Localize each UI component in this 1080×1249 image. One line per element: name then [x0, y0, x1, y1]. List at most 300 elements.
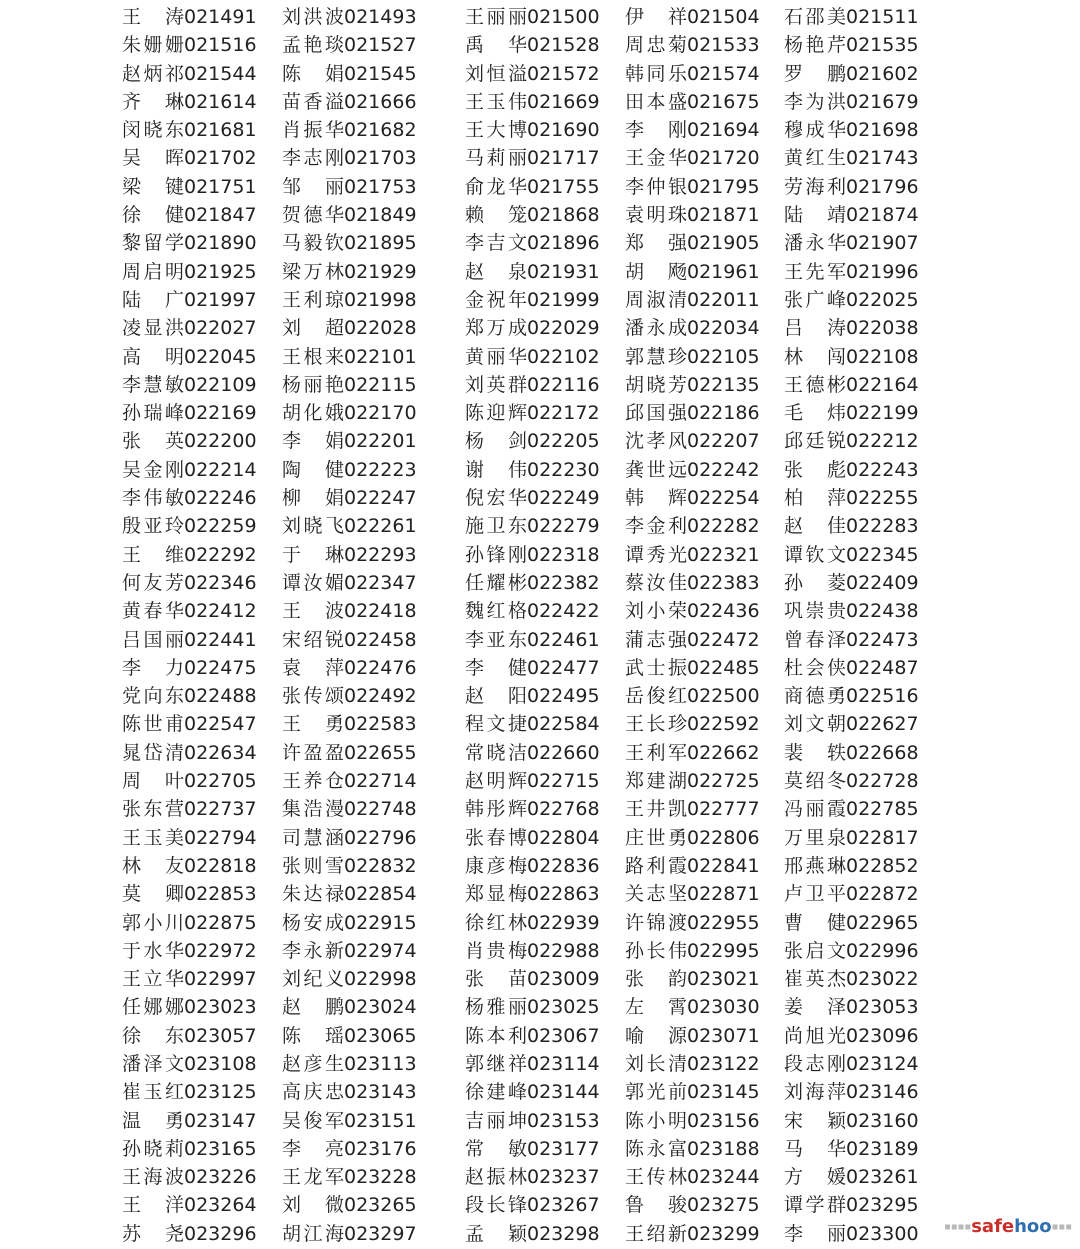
person-name: 劳海利: [784, 175, 846, 198]
person-name: 王利军: [625, 741, 687, 764]
roster-entry: [784, 1220, 919, 1248]
person-name: 商德勇: [784, 685, 846, 708]
roster-entry: [784, 1163, 919, 1191]
person-id: 022038: [846, 317, 919, 340]
roster-entry: [122, 739, 257, 767]
person-id: 021961: [687, 260, 760, 283]
person-id: 021929: [344, 260, 417, 283]
roster-entry: [282, 201, 417, 229]
person-id: 022169: [184, 402, 257, 425]
person-id: 023226: [184, 1166, 257, 1189]
roster-row: [0, 739, 1080, 767]
person-name: 武士振: [625, 656, 687, 679]
person-id: 022282: [687, 515, 760, 538]
roster-entry: [282, 144, 417, 172]
person-name: 王井凯: [625, 798, 687, 821]
person-name: 肖振华: [282, 119, 344, 142]
roster-entry: [625, 1220, 760, 1248]
person-name: 许盈盈: [282, 741, 344, 764]
person-name: 张传颂: [282, 685, 344, 708]
person-name: 李亚东: [465, 628, 527, 651]
person-id: 022996: [846, 939, 919, 962]
person-name: 林 友: [122, 854, 184, 877]
roster-entry: [122, 965, 257, 993]
person-name: 马莉丽: [465, 147, 527, 170]
roster-row: [0, 682, 1080, 710]
person-id: 021602: [846, 62, 919, 85]
person-name: 郭小川: [122, 911, 184, 934]
roster-entry: [282, 1163, 417, 1191]
person-id: 021905: [687, 232, 760, 255]
roster-entry: [282, 1107, 417, 1135]
person-id: 022345: [846, 543, 919, 566]
person-name: 贺德华: [282, 204, 344, 227]
person-name: 穆成华: [784, 119, 846, 142]
roster-entry: [625, 880, 760, 908]
roster-entry: [784, 229, 919, 257]
person-name: 晁岱清: [122, 741, 184, 764]
roster-entry: [282, 1135, 417, 1163]
person-name: 左 霄: [625, 996, 687, 1019]
person-id: 021545: [344, 62, 417, 85]
roster-row: [0, 1135, 1080, 1163]
person-name: 李 健: [465, 656, 527, 679]
roster-entry: [282, 229, 417, 257]
roster-entry: [625, 1163, 760, 1191]
roster-entry: [465, 824, 600, 852]
person-id: 022102: [527, 345, 600, 368]
person-name: 蔡汝佳: [625, 571, 687, 594]
person-name: 刘洪波: [282, 6, 344, 28]
roster-entry: [465, 965, 600, 993]
person-id: 022806: [687, 826, 760, 849]
person-name: 韩彤辉: [465, 798, 527, 821]
roster-entry: [625, 710, 760, 738]
roster-entry: [282, 258, 417, 286]
person-name: 孟艳琰: [282, 34, 344, 57]
person-name: 潘泽文: [122, 1052, 184, 1075]
person-name: 何友芳: [122, 571, 184, 594]
person-id: 022347: [344, 571, 417, 594]
roster-row: [0, 31, 1080, 59]
person-name: 龚世远: [625, 458, 687, 481]
person-id: 021795: [687, 175, 760, 198]
person-id: 022293: [344, 543, 417, 566]
person-name: 王长珍: [625, 713, 687, 736]
roster-entry: [282, 1191, 417, 1219]
person-name: 吕国丽: [122, 628, 184, 651]
roster-entry: [465, 427, 600, 455]
roster-entry: [465, 371, 600, 399]
person-id: 022485: [687, 656, 760, 679]
person-id: 023261: [846, 1166, 919, 1189]
person-name: 田本盛: [625, 90, 687, 113]
person-name: 郭光前: [625, 1081, 687, 1104]
person-name: 周启明: [122, 260, 184, 283]
person-name: 杜会侠: [784, 656, 846, 679]
roster-entry: [122, 314, 257, 342]
person-name: 潘永华: [784, 232, 846, 255]
person-id: 023244: [687, 1166, 760, 1189]
roster-row: [0, 484, 1080, 512]
person-name: 党向东: [122, 685, 184, 708]
person-id: 023298: [527, 1222, 600, 1245]
person-name: 陈世甫: [122, 713, 184, 736]
person-id: 022488: [184, 685, 257, 708]
person-id: 023023: [184, 996, 257, 1019]
person-id: 021491: [184, 6, 257, 28]
roster-entry: [625, 3, 760, 31]
person-id: 022164: [846, 373, 919, 396]
person-name: 殷亚玲: [122, 515, 184, 538]
person-id: 022965: [846, 911, 919, 934]
person-id: 021751: [184, 175, 257, 198]
roster-entry: [465, 1135, 600, 1163]
person-id: 023030: [687, 996, 760, 1019]
person-id: 022109: [184, 373, 257, 396]
person-id: 023188: [687, 1137, 760, 1160]
roster-entry: [465, 852, 600, 880]
person-name: 刘长清: [625, 1052, 687, 1075]
person-id: 023176: [344, 1137, 417, 1160]
person-name: 程文捷: [465, 713, 527, 736]
person-name: 司慧涵: [282, 826, 344, 849]
person-id: 023144: [527, 1081, 600, 1104]
person-name: 李金利: [625, 515, 687, 538]
person-id: 023022: [846, 968, 919, 991]
roster-entry: [784, 371, 919, 399]
person-id: 023071: [687, 1024, 760, 1047]
roster-row: [0, 60, 1080, 88]
person-name: 赵彦生: [282, 1052, 344, 1075]
roster-entry: [465, 258, 600, 286]
roster-entry: [282, 512, 417, 540]
person-id: 021535: [846, 34, 919, 57]
person-name: 朱达禄: [282, 883, 344, 906]
roster-entry: [465, 1107, 600, 1135]
roster-entry: [625, 965, 760, 993]
roster-entry: [465, 909, 600, 937]
person-name: 段志刚: [784, 1052, 846, 1075]
person-id: 021999: [527, 288, 600, 311]
person-id: 021895: [344, 232, 417, 255]
person-name: 杨雅丽: [465, 996, 527, 1019]
roster-entry: [625, 1078, 760, 1106]
person-id: 021572: [527, 62, 600, 85]
person-name: 赵 鹏: [282, 996, 344, 1019]
person-name: 集浩漫: [282, 798, 344, 821]
roster-entry: [465, 739, 600, 767]
person-name: 陈小明: [625, 1109, 687, 1132]
roster-entry: [625, 1050, 760, 1078]
roster-row: [0, 597, 1080, 625]
roster-entry: [625, 116, 760, 144]
person-id: 021874: [846, 204, 919, 227]
roster-entry: [122, 1107, 257, 1135]
roster-entry: [282, 371, 417, 399]
person-id: 022255: [846, 487, 919, 510]
roster-entry: [122, 343, 257, 371]
person-id: 023264: [184, 1194, 257, 1217]
person-name: 韩 辉: [625, 487, 687, 510]
roster-row: [0, 654, 1080, 682]
person-id: 023067: [527, 1024, 600, 1047]
roster-entry: [122, 597, 257, 625]
roster-entry: [122, 909, 257, 937]
person-name: 冯丽霞: [784, 798, 846, 821]
person-name: 倪宏华: [465, 487, 527, 510]
roster-entry: [282, 682, 417, 710]
person-id: 022292: [184, 543, 257, 566]
roster-entry: [282, 597, 417, 625]
person-name: 胡江海: [282, 1222, 344, 1245]
person-id: 023299: [687, 1222, 760, 1245]
roster-entry: [625, 937, 760, 965]
roster-entry: [784, 484, 919, 512]
person-id: 023125: [184, 1081, 257, 1104]
person-id: 022115: [344, 373, 417, 396]
person-name: 王海波: [122, 1166, 184, 1189]
roster-entry: [122, 654, 257, 682]
roster-row: [0, 201, 1080, 229]
person-id: 022025: [846, 288, 919, 311]
roster-row: [0, 3, 1080, 31]
person-id: 022259: [184, 515, 257, 538]
roster-entry: [784, 937, 919, 965]
person-id: 022988: [527, 939, 600, 962]
roster-entry: [784, 1135, 919, 1163]
person-name: 许锦渡: [625, 911, 687, 934]
roster-entry: [282, 1220, 417, 1248]
person-id: 023156: [687, 1109, 760, 1132]
person-name: 罗 鹏: [784, 62, 846, 85]
roster-entry: [122, 88, 257, 116]
roster-entry: [625, 541, 760, 569]
roster-entry: [465, 682, 600, 710]
roster-row: [0, 965, 1080, 993]
person-name: 徐红林: [465, 911, 527, 934]
person-id: 022346: [184, 571, 257, 594]
person-name: 周淑清: [625, 288, 687, 311]
person-id: 022476: [344, 656, 417, 679]
person-id: 022458: [344, 628, 417, 651]
roster-row: [0, 824, 1080, 852]
person-name: 陈本利: [465, 1024, 527, 1047]
person-id: 023114: [527, 1052, 600, 1075]
person-name: 温 勇: [122, 1109, 184, 1132]
roster-entry: [784, 173, 919, 201]
person-id: 021849: [344, 204, 417, 227]
person-name: 沈孝风: [625, 430, 687, 453]
person-id: 022863: [527, 883, 600, 906]
person-name: 赵 阳: [465, 685, 527, 708]
person-id: 023177: [527, 1137, 600, 1160]
person-id: 022662: [687, 741, 760, 764]
person-id: 021998: [344, 288, 417, 311]
person-name: 高 明: [122, 345, 184, 368]
person-id: 022660: [527, 741, 600, 764]
person-name: 裴 轶: [784, 741, 846, 764]
person-id: 022242: [687, 458, 760, 481]
person-id: 023025: [527, 996, 600, 1019]
person-name: 赵 泉: [465, 260, 527, 283]
person-id: 022279: [527, 515, 600, 538]
roster-entry: [465, 456, 600, 484]
person-name: 王大博: [465, 119, 527, 142]
roster-row: [0, 626, 1080, 654]
roster-entry: [122, 1220, 257, 1248]
person-name: 方 媛: [784, 1166, 846, 1189]
roster-entry: [784, 993, 919, 1021]
roster-row: [0, 1107, 1080, 1135]
person-name: 陆 广: [122, 288, 184, 311]
person-id: 022477: [527, 656, 600, 679]
person-name: 孟 颖: [465, 1222, 527, 1245]
roster-entry: [784, 597, 919, 625]
person-name: 刘海萍: [784, 1081, 846, 1104]
roster-entry: [625, 343, 760, 371]
roster-entry: [122, 795, 257, 823]
person-id: 021717: [527, 147, 600, 170]
roster-entry: [282, 541, 417, 569]
person-name: 陈迎辉: [465, 402, 527, 425]
person-name: 刘英群: [465, 373, 527, 396]
person-id: 022321: [687, 543, 760, 566]
person-name: 郑建湖: [625, 770, 687, 793]
person-name: 张 苗: [465, 968, 527, 991]
roster-entry: [282, 484, 417, 512]
roster-entry: [282, 31, 417, 59]
roster-entry: [465, 626, 600, 654]
person-id: 021500: [527, 6, 600, 28]
person-id: 022715: [527, 770, 600, 793]
person-id: 021703: [344, 147, 417, 170]
person-name: 张广峰: [784, 288, 846, 311]
person-id: 022974: [344, 939, 417, 962]
person-name: 崔英杰: [784, 968, 846, 991]
person-name: 王玉美: [122, 826, 184, 849]
person-name: 王德彬: [784, 373, 846, 396]
person-name: 赵振林: [465, 1166, 527, 1189]
roster-row: [0, 427, 1080, 455]
person-name: 康彦梅: [465, 854, 527, 877]
person-name: 王利琼: [282, 288, 344, 311]
person-name: 王玉伟: [465, 90, 527, 113]
person-id: 022955: [687, 911, 760, 934]
person-name: 邢燕琳: [784, 854, 846, 877]
roster-entry: [784, 824, 919, 852]
person-name: 曾春泽: [784, 628, 846, 651]
roster-entry: [784, 512, 919, 540]
person-id: 023124: [846, 1052, 919, 1075]
roster-entry: [625, 767, 760, 795]
roster-entry: [625, 258, 760, 286]
roster-entry: [465, 1163, 600, 1191]
roster-row: [0, 852, 1080, 880]
roster-entry: [122, 937, 257, 965]
person-id: 022422: [527, 600, 600, 623]
roster-entry: [122, 993, 257, 1021]
person-name: 李仲银: [625, 175, 687, 198]
person-id: 022246: [184, 487, 257, 510]
roster-entry: [122, 144, 257, 172]
roster-entry: [465, 993, 600, 1021]
person-id: 023057: [184, 1024, 257, 1047]
roster-entry: [784, 710, 919, 738]
person-name: 刘恒溢: [465, 62, 527, 85]
person-id: 021544: [184, 62, 257, 85]
roster-entry: [282, 965, 417, 993]
roster-entry: [625, 597, 760, 625]
roster-entry: [784, 1191, 919, 1219]
person-id: 022796: [344, 826, 417, 849]
person-name: 郭继祥: [465, 1052, 527, 1075]
person-name: 刘纪义: [282, 968, 344, 991]
person-name: 刘晓飞: [282, 515, 344, 538]
roster-entry: [282, 710, 417, 738]
roster-row: [0, 1078, 1080, 1106]
roster-entry: [625, 795, 760, 823]
person-id: 022438: [846, 600, 919, 623]
person-name: 谭秀光: [625, 543, 687, 566]
person-name: 庄世勇: [625, 826, 687, 849]
person-id: 022804: [527, 826, 600, 849]
person-id: 022461: [527, 628, 600, 651]
person-name: 孙瑞峰: [122, 402, 184, 425]
roster-entry: [625, 144, 760, 172]
person-name: 王先军: [784, 260, 846, 283]
person-name: 陈 娟: [282, 62, 344, 85]
roster-entry: [625, 1191, 760, 1219]
person-name: 李 力: [122, 656, 184, 679]
person-id: 023151: [344, 1109, 417, 1132]
person-id: 022492: [344, 685, 417, 708]
person-id: 022441: [184, 628, 257, 651]
person-name: 魏红格: [465, 600, 527, 623]
person-name: 张东营: [122, 798, 184, 821]
roster-row: [0, 1050, 1080, 1078]
roster-row: [0, 371, 1080, 399]
roster-entry: [784, 739, 919, 767]
person-name: 李 娟: [282, 430, 344, 453]
person-name: 李为洪: [784, 90, 846, 113]
person-name: 施卫东: [465, 515, 527, 538]
person-id: 021896: [527, 232, 600, 255]
roster-entry: [625, 1107, 760, 1135]
person-name: 孙长伟: [625, 939, 687, 962]
person-id: 022547: [184, 713, 257, 736]
person-name: 王 维: [122, 543, 184, 566]
roster-entry: [625, 31, 760, 59]
person-id: 022214: [184, 458, 257, 481]
person-id: 021753: [344, 175, 417, 198]
person-name: 谭学群: [784, 1194, 846, 1217]
person-id: 021574: [687, 62, 760, 85]
person-id: 021925: [184, 260, 257, 283]
person-name: 王丽丽: [465, 6, 527, 28]
person-id: 023297: [344, 1222, 417, 1245]
roster-entry: [282, 1022, 417, 1050]
roster-entry: [122, 710, 257, 738]
roster-entry: [282, 654, 417, 682]
person-name: 柳 娟: [282, 487, 344, 510]
person-id: 023165: [184, 1137, 257, 1160]
person-name: 黄丽华: [465, 345, 527, 368]
roster-row: [0, 456, 1080, 484]
person-id: 021511: [846, 6, 919, 28]
person-id: 021504: [687, 6, 760, 28]
roster-entry: [625, 626, 760, 654]
